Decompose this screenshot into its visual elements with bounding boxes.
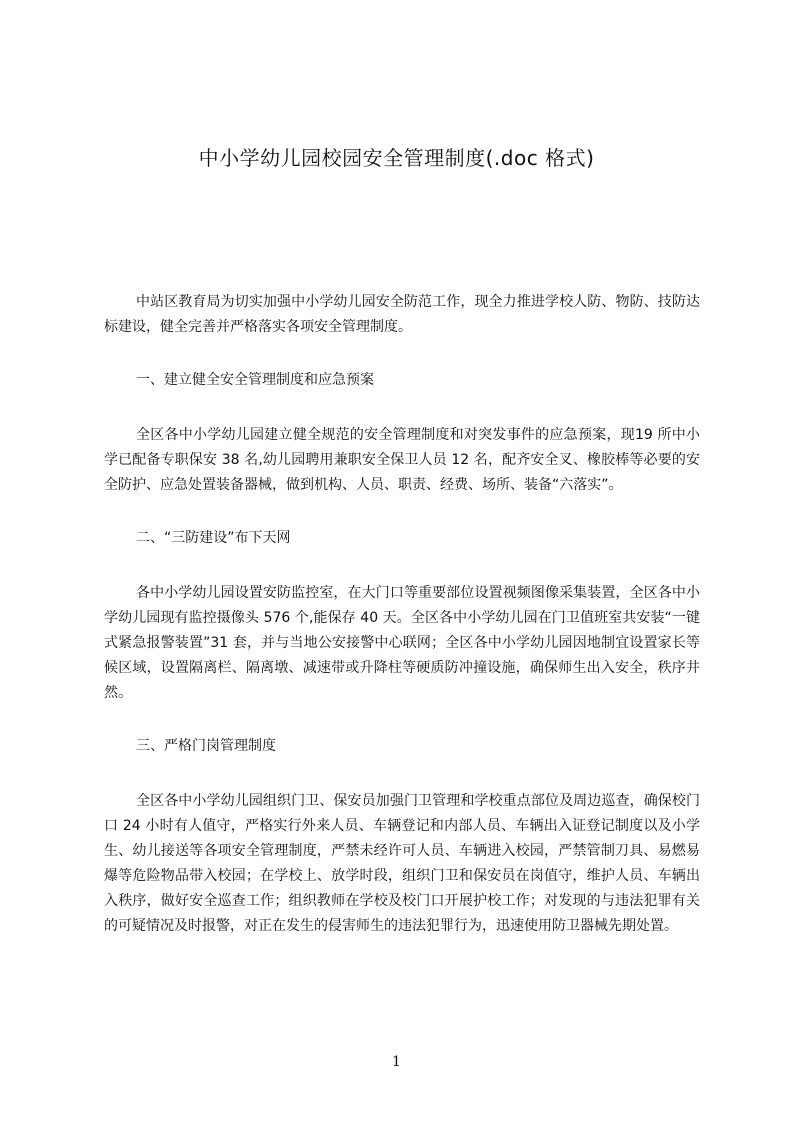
section-1: [104, 368, 700, 498]
section-heading: 二、“三防建设”布下天网: [136, 530, 291, 546]
section-2: [104, 526, 700, 706]
section-paragraph: 全区各中小学幼儿园组织门卫、保安员加强门卫管理和学校重点部位及周边巡查，确保校门口 24 小时有人值守，严格实行外来人员、车辆登记和内部人员、车辆出入证登记制度以及小学生、幼儿接送等各项安全管理制度，严禁未经许可人员、车辆进入校园，严禁管制刀具、易燃易爆等危险物品带入校园；在学校上、放学时段，组织门卫和保安员在岗值守，维护人员、车辆出入秩序，做好安全巡查工作；组织教师在学校及校门口开展护校工作；对发现的与违法犯罪有关的可疑情况及时报警，对正在发生的侵害师生的违法犯罪行为，迅速使用防卫器械先期处置。: [104, 793, 700, 934]
section-heading: 一、建立健全安全管理制度和应急预案: [136, 372, 374, 388]
section-paragraph: 全区各中小学幼儿园建立健全规范的安全管理制度和对突发事件的应急预案，现19 所中小学已配备专职保安 38 名,幼儿园聘用兼职安全保卫人员 12 名，配齐安全叉、橡胶棒等必要的安全防护、应急处置装备器械，做到机构、人员、职责、经费、场所、装备“六落实”。: [104, 427, 700, 493]
document-body: [104, 290, 700, 967]
document-title: 中小学幼儿园校园安全管理制度(.doc 格式): [198, 146, 595, 170]
page-number: 1: [392, 1054, 401, 1070]
section-paragraph: 各中小学幼儿园设置安防监控室，在大门口等重要部位设置视频图像采集装置，全区各中小学幼儿园现有监控摄像头 576 个,能保存 40 天。全区各中小学幼儿园在门卫值班室共安装“一键式紧急报警装置”31 套，并与当地公安接警中心联网；全区各中小学幼儿园因地制宜设置家长等候区域，设置隔离栏、隔离墩、减速带或升降柱等硬质防冲撞设施，确保师生出入安全，秩序井然。: [104, 585, 700, 701]
section-3: [104, 734, 700, 939]
section-heading: 三、严格门岗管理制度: [136, 738, 276, 754]
intro-paragraph: 中站区教育局为切实加强中小学幼儿园安全防范工作，现全力推进学校人防、物防、技防达标建设，健全完善并严格落实各项安全管理制度。: [104, 294, 700, 335]
